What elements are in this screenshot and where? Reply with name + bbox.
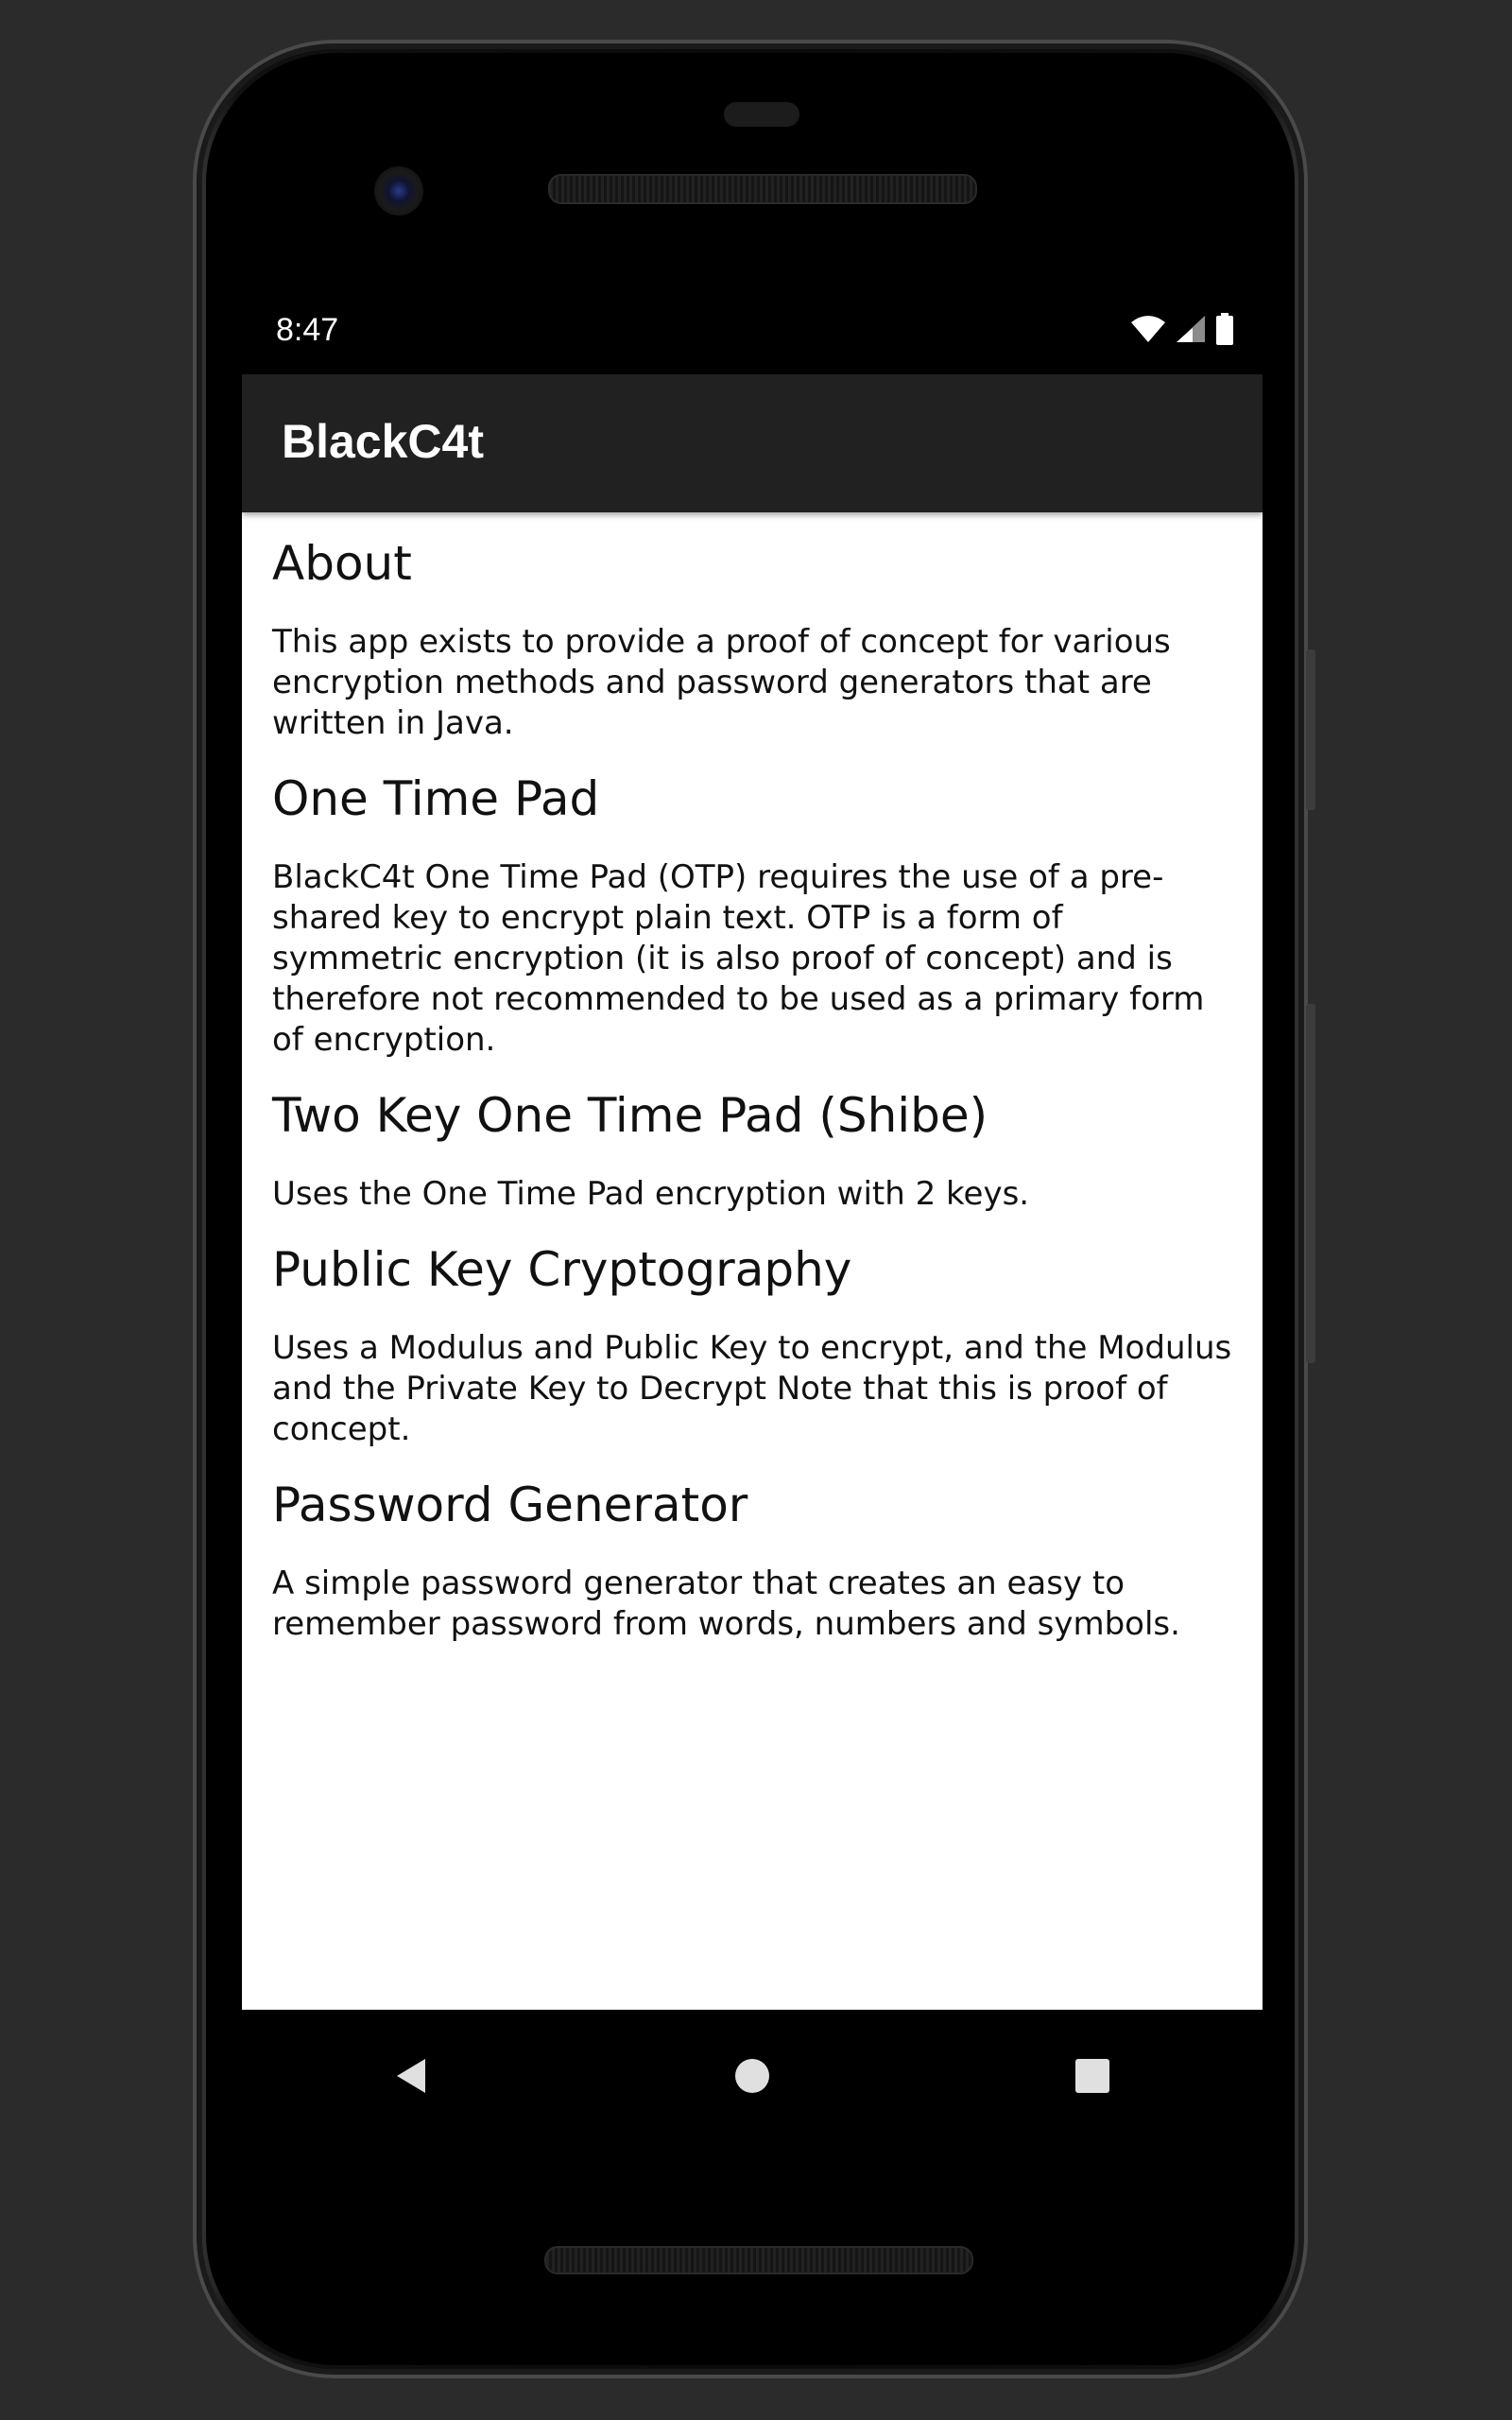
status-time: 8:47	[276, 312, 339, 348]
section-two-key-one-time-pad	[272, 1085, 1236, 1215]
app-title: BlackC4t	[282, 415, 484, 468]
proximity-sensor	[724, 102, 799, 127]
home-icon	[731, 2055, 773, 2097]
front-camera-icon	[374, 166, 423, 216]
section-body: BlackC4t One Time Pad (OTP) requires the use of a pre-shared key to encrypt plain text. OTP is a form of symmetric encryption (it is also proof of concept) and is therefore not recommended to be used as a primary form of encryption.	[272, 858, 1205, 1059]
wifi-icon	[1130, 315, 1166, 347]
section-body: Uses a Modulus and Public Key to encrypt, and the Modulus and the Private Key to Decrypt Note that this is proof of concept.	[272, 1329, 1232, 1448]
section-title: One Time Pad	[272, 771, 600, 826]
home-button[interactable]	[710, 2033, 795, 2118]
battery-icon	[1215, 313, 1234, 349]
section-about	[272, 533, 1236, 744]
cellular-signal-icon	[1176, 315, 1206, 347]
recents-icon	[1072, 2055, 1113, 2097]
back-button[interactable]	[369, 2033, 455, 2118]
system-navigation-bar	[242, 2010, 1263, 2142]
section-title: About	[272, 536, 412, 591]
section-title: Public Key Cryptography	[272, 1242, 852, 1297]
phone-device	[193, 40, 1308, 2378]
status-bar	[242, 304, 1263, 361]
power-button	[1306, 649, 1315, 810]
phone-bezel	[206, 53, 1295, 2365]
bottom-speaker-grille	[544, 2246, 973, 2274]
app-toolbar	[242, 374, 1263, 512]
section-body: This app exists to provide a proof of concept for various encryption methods and password generators that are written in Java.	[272, 623, 1171, 742]
section-body: A simple password generator that creates an easy to remember password from words, numbers and symbols.	[272, 1564, 1180, 1643]
back-icon	[391, 2055, 433, 2097]
app-screen	[242, 374, 1263, 2010]
about-content[interactable]	[272, 512, 1236, 1645]
section-body: Uses the One Time Pad encryption with 2 keys.	[272, 1175, 1030, 1213]
volume-rocker	[1306, 1004, 1315, 1363]
section-title: Password Generator	[272, 1478, 748, 1532]
section-public-key-cryptography	[272, 1239, 1236, 1450]
status-icons	[1130, 310, 1234, 352]
section-one-time-pad	[272, 769, 1236, 1061]
recents-button[interactable]	[1050, 2033, 1135, 2118]
section-password-generator	[272, 1475, 1236, 1645]
section-title: Two Key One Time Pad (Shibe)	[272, 1088, 988, 1143]
top-speaker-grille	[548, 174, 977, 204]
